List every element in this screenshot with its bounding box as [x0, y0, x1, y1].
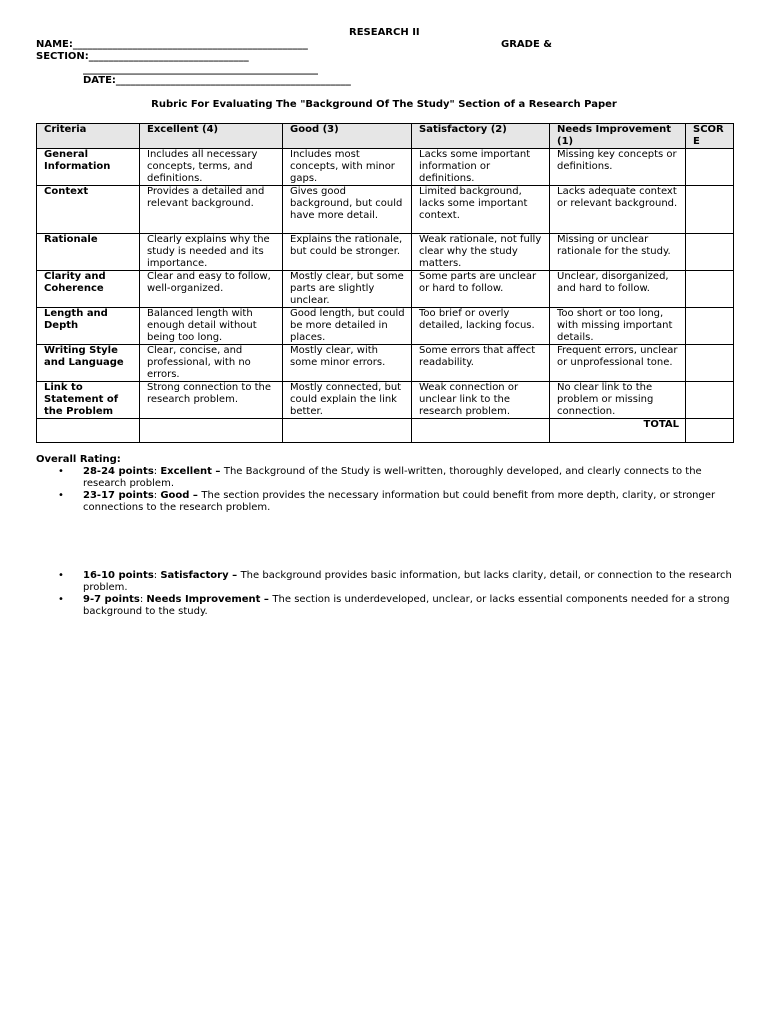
satisfactory-cell: Weak rationale, not fully clear why the study matters. [412, 234, 550, 271]
empty-cell [412, 419, 550, 443]
rating-list-bottom [36, 570, 736, 618]
rating-list-top [36, 466, 736, 514]
good-cell: Mostly connected, but could explain the link better. [283, 382, 412, 419]
rating-level: Satisfactory [160, 570, 229, 581]
criteria-cell: Length and Depth [37, 308, 140, 345]
rating-level: Excellent [160, 466, 212, 477]
table-row [37, 345, 734, 382]
rating-description: The section provides the necessary information but could benefit from more depth, clarity, or stronger connections to the research problem. [83, 490, 716, 513]
total-score-cell[interactable] [686, 419, 734, 443]
table-header-row [37, 124, 734, 149]
satisfactory-cell: Some errors that affect readability. [412, 345, 550, 382]
criteria-cell: Rationale [37, 234, 140, 271]
excellent-cell: Clearly explains why the study is needed and its importance. [140, 234, 283, 271]
header-needs-improvement: Needs Improvement (1) [550, 124, 686, 149]
empty-cell [37, 419, 140, 443]
excellent-cell: Strong connection to the research problem. [140, 382, 283, 419]
score-cell[interactable] [686, 345, 734, 382]
rating-dash: – [189, 490, 202, 501]
rating-separator: : [139, 594, 147, 605]
table-row [37, 234, 734, 271]
criteria-cell: Link to Statement of the Problem [37, 382, 140, 419]
needs-improvement-cell: No clear link to the problem or missing connection. [550, 382, 686, 419]
rating-dash: – [228, 570, 241, 581]
total-label: TOTAL [550, 419, 686, 443]
good-cell: Good length, but could be more detailed in places. [283, 308, 412, 345]
rating-level: Good [160, 490, 190, 501]
rating-description: The Background of the Study is well-written, thoroughly developed, and clearly connects to the research problem. [83, 466, 702, 489]
needs-improvement-cell: Unclear, disorganized, and hard to follow. [550, 271, 686, 308]
bullet-icon: • [58, 594, 64, 605]
excellent-cell: Clear, concise, and professional, with no errors. [140, 345, 283, 382]
header-good: Good (3) [283, 124, 412, 149]
excellent-cell: Clear and easy to follow, well-organized. [140, 271, 283, 308]
satisfactory-cell: Too brief or overly detailed, lacking focus. [412, 308, 550, 345]
good-cell: Mostly clear, with some minor errors. [283, 345, 412, 382]
total-row [37, 419, 734, 443]
score-cell[interactable] [686, 382, 734, 419]
good-cell: Includes most concepts, with minor gaps. [283, 149, 412, 186]
rating-separator: : [153, 570, 161, 581]
satisfactory-cell: Weak connection or unclear link to the research problem. [412, 382, 550, 419]
needs-improvement-cell: Frequent errors, unclear or unprofessional tone. [550, 345, 686, 382]
needs-improvement-cell: Too short or too long, with missing important details. [550, 308, 686, 345]
bullet-icon: • [58, 466, 64, 477]
excellent-cell: Includes all necessary concepts, terms, and definitions. [140, 149, 283, 186]
rating-separator: : [153, 466, 161, 477]
rating-description: The section is underdeveloped, unclear, or lacks essential components needed for a strong background to the study. [83, 594, 730, 617]
excellent-cell: Balanced length with enough detail without being too long. [140, 308, 283, 345]
excellent-cell: Provides a detailed and relevant background. [140, 186, 283, 234]
good-cell: Mostly clear, but some parts are slightly unclear. [283, 271, 412, 308]
score-cell[interactable] [686, 186, 734, 234]
grade-label: GRADE & [501, 39, 552, 50]
score-cell[interactable] [686, 149, 734, 186]
rating-points: 23-17 points [83, 490, 154, 501]
needs-improvement-cell: Missing key concepts or definitions. [550, 149, 686, 186]
header-criteria: Criteria [37, 124, 140, 149]
score-cell[interactable] [686, 271, 734, 308]
rating-dash: – [211, 466, 224, 477]
rubric-table [36, 123, 734, 443]
satisfactory-cell: Limited background, lacks some important context. [412, 186, 550, 234]
list-item [36, 466, 736, 490]
needs-improvement-cell: Missing or unclear rationale for the study. [550, 234, 686, 271]
bullet-icon: • [58, 570, 64, 581]
overall-rating-label: Overall Rating: [36, 454, 121, 465]
rating-points: 9-7 points [83, 594, 140, 605]
header-excellent: Excellent (4) [140, 124, 283, 149]
table-row [37, 271, 734, 308]
rating-description: The background provides basic information, but lacks clarity, detail, or connection to the research problem. [83, 570, 732, 593]
page-title: RESEARCH II [349, 27, 420, 38]
needs-improvement-cell: Lacks adequate context or relevant background. [550, 186, 686, 234]
table-row [37, 149, 734, 186]
satisfactory-cell: Lacks some important information or definitions. [412, 149, 550, 186]
criteria-cell: Context [37, 186, 140, 234]
score-cell[interactable] [686, 234, 734, 271]
list-item [36, 570, 736, 594]
table-row [37, 186, 734, 234]
list-item [36, 490, 736, 514]
date-field-line: DATE:_______________________________________________ [83, 75, 351, 86]
empty-cell [283, 419, 412, 443]
satisfactory-cell: Some parts are unclear or hard to follow. [412, 271, 550, 308]
good-cell: Explains the rationale, but could be stronger. [283, 234, 412, 271]
criteria-cell: Writing Style and Language [37, 345, 140, 382]
list-item [36, 594, 736, 618]
rating-level: Needs Improvement [146, 594, 261, 605]
score-cell[interactable] [686, 308, 734, 345]
good-cell: Gives good background, but could have more detail. [283, 186, 412, 234]
table-row [37, 382, 734, 419]
criteria-cell: General Information [37, 149, 140, 186]
bullet-icon: • [58, 490, 64, 501]
rating-dash: – [260, 594, 273, 605]
section-field-line: SECTION:________________________________ [36, 51, 249, 62]
rating-points: 28-24 points [83, 466, 154, 477]
rating-points: 16-10 points [83, 570, 154, 581]
name-field-line: NAME:_______________________________________________ [36, 39, 308, 50]
criteria-cell: Clarity and Coherence [37, 271, 140, 308]
header-satisfactory: Satisfactory (2) [412, 124, 550, 149]
table-row [37, 308, 734, 345]
empty-cell [140, 419, 283, 443]
rating-separator: : [153, 490, 161, 501]
header-score: SCORE [686, 124, 734, 149]
blank-field-line: _______________________________________________ [83, 64, 318, 75]
rubric-title: Rubric For Evaluating The "Background Of The Study" Section of a Research Paper [151, 99, 617, 110]
